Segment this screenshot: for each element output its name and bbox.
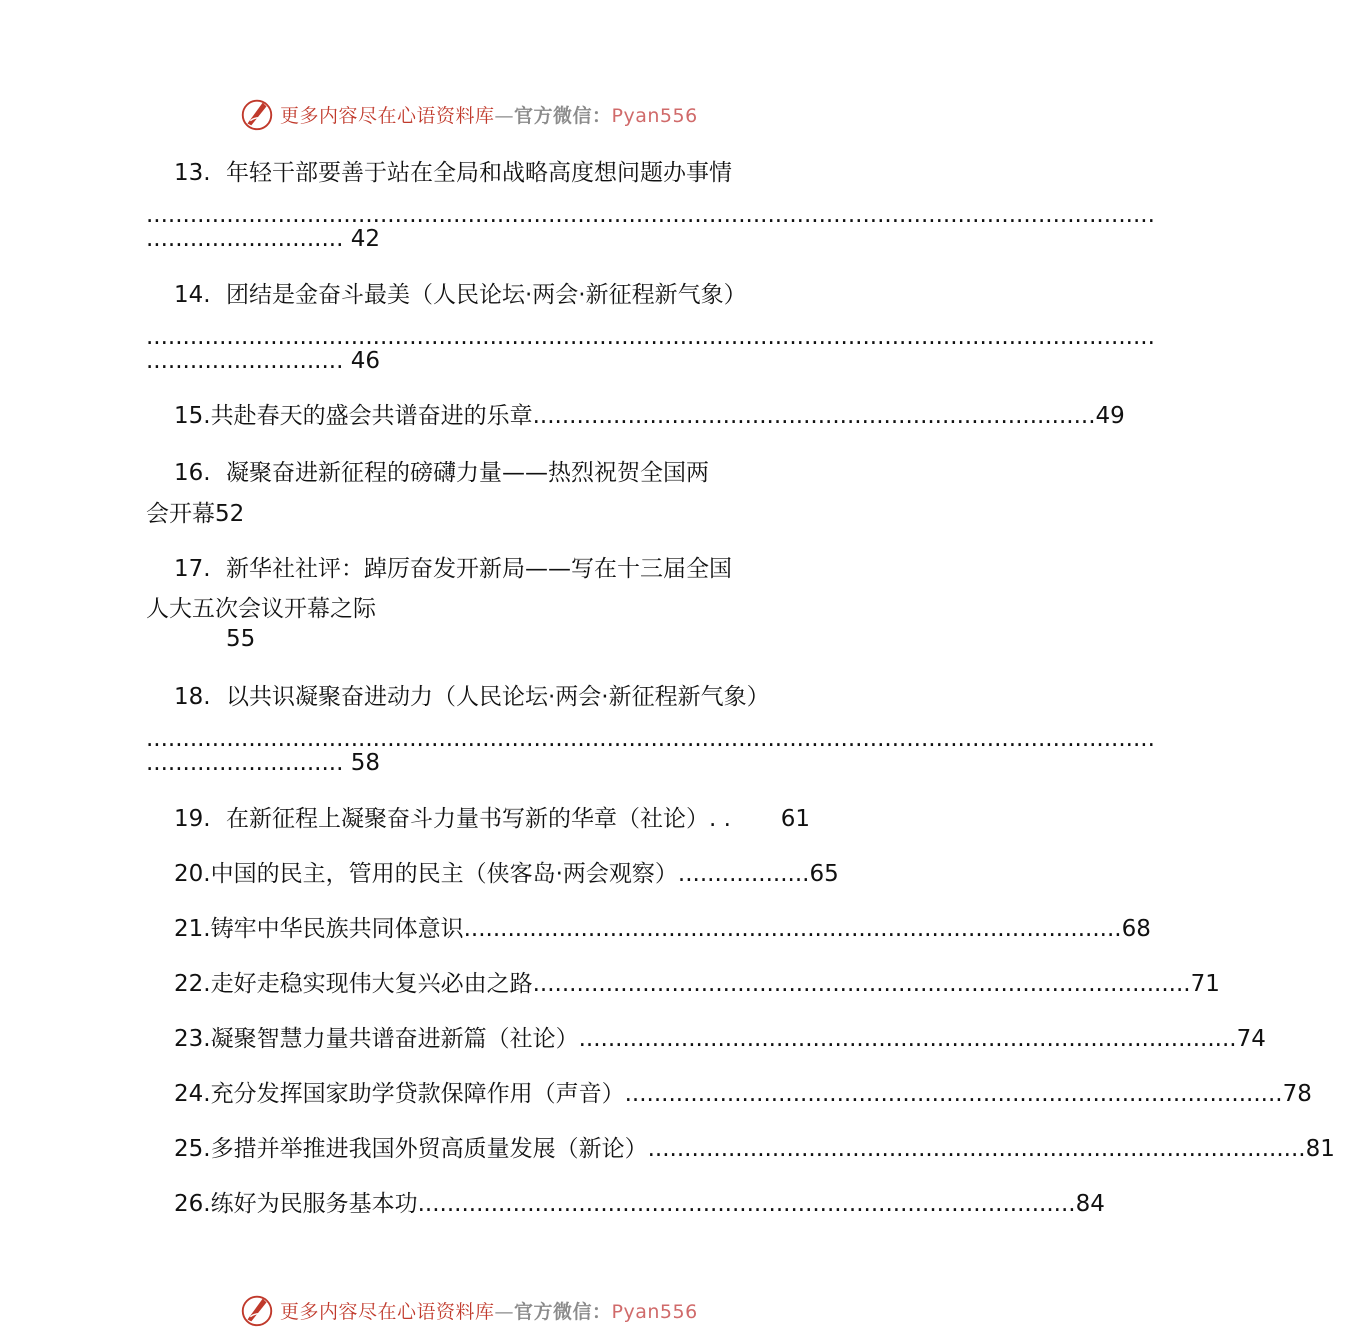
toc-number: 26. [174, 1191, 211, 1217]
toc-title: 凝聚智慧力量共谱奋进新篇（社论） [210, 1026, 579, 1052]
toc-title: 铸牢中华民族共同体意识 [210, 916, 464, 942]
toc-title: 年轻干部要善于站在全局和战略高度想问题办事情 [226, 160, 732, 186]
toc-page: 61 [780, 806, 810, 832]
toc-title: 在新征程上凝聚奋斗力量书写新的华章（社论） [226, 806, 709, 832]
banner-separator: — [494, 104, 515, 127]
banner-account: Pyan556 [611, 104, 698, 127]
toc-page: 71 [1190, 971, 1220, 997]
toc-title-continued: 人大五次会议开幕之际 [146, 596, 376, 622]
toc-number: 14. [174, 282, 211, 308]
toc-number: 23. [174, 1026, 211, 1052]
toc-number: 22. [174, 971, 211, 997]
quill-logo-icon [238, 1291, 276, 1329]
toc-number: 20. [174, 861, 211, 887]
toc-title-continued: 会开幕 [146, 501, 215, 527]
toc-number: 16. [174, 460, 211, 486]
toc-page: 58 [350, 750, 380, 776]
toc-number: 25. [174, 1136, 211, 1162]
banner-separator: — [494, 1300, 515, 1323]
toc-page: 68 [1121, 916, 1151, 942]
banner-account: Pyan556 [611, 1300, 698, 1323]
toc-page: 46 [350, 348, 380, 374]
toc-title: 多措并举推进我国外贸高质量发展（新论） [210, 1136, 648, 1162]
toc-number: 21. [174, 916, 211, 942]
toc-title: 共赴春天的盛会共谱奋进的乐章 [210, 403, 533, 429]
toc-title: 凝聚奋进新征程的磅礴力量——热烈祝贺全国两 [226, 460, 709, 486]
toc-number: 17. [174, 556, 211, 582]
header-banner [238, 94, 738, 134]
toc-page: 84 [1075, 1191, 1105, 1217]
banner-main: 更多内容尽在心语资料库 [280, 1300, 495, 1323]
toc-number: 19. [174, 806, 211, 832]
toc-title: 走好走稳实现伟大复兴必由之路 [210, 971, 533, 997]
toc-number: 24. [174, 1081, 211, 1107]
toc-title: 新华社社评：踔厉奋发开新局——写在十三届全国 [226, 556, 732, 582]
toc-page: 42 [350, 226, 380, 252]
banner-label: 官方微信： [514, 1300, 612, 1323]
toc-title: 团结是金奋斗最美（人民论坛·两会·新征程新气象） [226, 282, 747, 308]
toc-page: 74 [1236, 1026, 1266, 1052]
quill-logo-icon [238, 95, 276, 133]
banner-main: 更多内容尽在心语资料库 [280, 104, 495, 127]
banner-text [280, 1297, 698, 1324]
toc-page: 55 [226, 626, 256, 652]
toc-title: 练好为民服务基本功 [210, 1191, 418, 1217]
banner-label: 官方微信： [514, 104, 612, 127]
footer-banner [238, 1290, 738, 1330]
toc-page: 52 [215, 501, 245, 527]
toc-title: 充分发挥国家助学贷款保障作用（声音） [210, 1081, 625, 1107]
toc-page: 78 [1282, 1081, 1312, 1107]
toc-number: 13. [174, 160, 211, 186]
toc-number: 18. [174, 684, 211, 710]
toc-number: 15. [174, 403, 211, 429]
banner-text [280, 101, 698, 128]
toc-title: 以共识凝聚奋进动力（人民论坛·两会·新征程新气象） [226, 684, 770, 710]
toc-page: 65 [809, 861, 839, 887]
toc-page: 81 [1305, 1136, 1335, 1162]
toc-title: 中国的民主，管用的民主（侠客岛·两会观察） [210, 861, 678, 887]
toc-page: 49 [1095, 403, 1125, 429]
